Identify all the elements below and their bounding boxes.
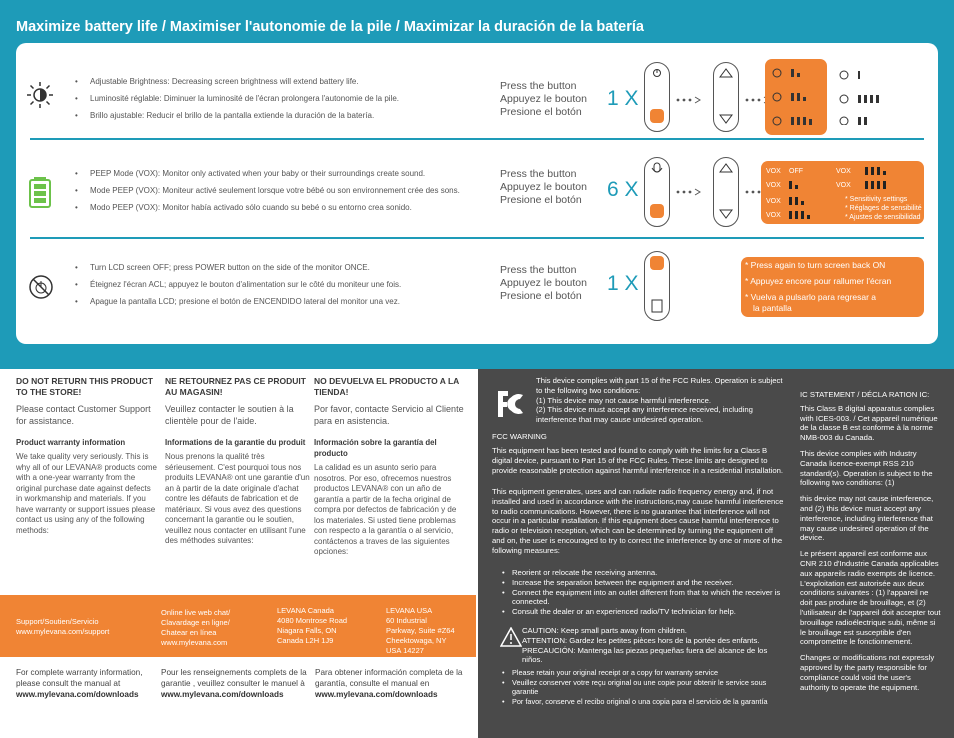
- divider: [30, 237, 924, 239]
- fcc-warning-heading: FCC WARNING: [492, 432, 547, 441]
- support-contact[interactable]: Support/Soutien/Servicio www.mylevana.com/support: [16, 617, 110, 636]
- ic-statement: IC STATEMENT / DÉCLA RATION IC: This Class B digital apparatus complies with ICES-003. / Cet appareil numérique de la classe B est conforme à la norme NMB-003 du Canada. This device complies with Industry Canada licence-exempt RSS 210 standard(s). Operation is subject to the following two conditions: (1) this device may not cause interference, and (2) this device must accept any interference, including interference that may cause undesired operation of the device. Le présent appareil est conforme aux CNR 210 d'Industrie Canada applicables aux appareils radio exempts de licence. L'exploitation est autorisée aux deux conditions suivantes : (1) l'appareil ne doit pas produire de brouillage, et (2) l'utilisateur de l'appareil doit accepter tout brouillage radioélectrique subi, même si le brouillage est susceptible d'en compromettre le fonctionnement. Changes or modifications not expressly approved by the party responsible for compliance could void the user's authority to operate the equipment.: [800, 390, 941, 692]
- list-item: • Éteignez l'écran ACL; appuyez le bouton d'alimentation sur le côté du moniteur une fois.: [72, 279, 492, 290]
- dots-arrow-icon: [674, 96, 704, 104]
- list-item: • Brillo ajustable: Reducir el brillo de la pantalla extiende la duración de la batería.: [72, 110, 492, 121]
- peep-section: [16, 143, 938, 239]
- press-count: 6 X: [607, 178, 639, 201]
- manual-es: Para obtener información completa de la garantía, consulte el manual en www.mylevana.com/downloads: [315, 668, 463, 699]
- canada-address: LEVANA Canada 4080 Montrose Road Niagara Falls, ON Canada L2H 1J9: [277, 606, 348, 645]
- fcc-logo: [492, 387, 528, 424]
- monitor-side-device: [644, 251, 670, 321]
- list-item: • Luminosité réglable: Diminuer la luminosité de l'écran prolongera l'autonomie de la pile.: [72, 93, 492, 104]
- fcc-intro: This device complies with part 15 of the FCC Rules. Operation is subject to the following two conditions: (1) This device may not cause harmful interference. (2) This device must accept any interference received, including interference that may cause undesired operation.: [536, 376, 783, 425]
- press-instructions: Press the button Appuyez le bouton Presione el botón: [500, 80, 587, 118]
- downloads-link[interactable]: www.mylevana.com/downloads: [16, 690, 139, 699]
- sensitivity-notes: * Sensitivity settings * Réglages de sensibilité * Ajustes de sensibilidad: [845, 196, 922, 221]
- list-item: • Apague la pantalla LCD; presione el botón de ENCENDIDO lateral del monitor una vez.: [72, 296, 492, 307]
- page-title: Maximize battery life / Maximiser l'autonomie de la pile / Maximizar la duración de la batería: [16, 19, 644, 35]
- fcc-paragraph: This equipment has been tested and found to comply with the limits for a Class B digital device, pursuant to Part 15 of the FCC Rules. These limits are designed to provide reasonable protection against harmful interference in a residential installation.: [492, 446, 784, 475]
- downloads-link[interactable]: www.mylevana.com/downloads: [315, 690, 438, 699]
- monitor-up-down-device: [713, 62, 739, 132]
- support-band: [0, 595, 476, 657]
- regulatory-panel: [478, 369, 954, 738]
- press-instructions: Press the button Appuyez le bouton Presione el botón: [500, 264, 587, 302]
- dots-arrow-icon: [674, 188, 704, 196]
- usa-address: LEVANA USA 60 Industrial Parkway, Suite #Z64 Cheektowaga, NY USA 14227: [386, 606, 455, 655]
- screen-off-icon: [28, 274, 54, 305]
- warning-triangle-icon: [500, 627, 522, 650]
- menu-button-highlight: [650, 204, 664, 218]
- fcc-measures: • Reorient or relocate the receiving antenna. • Increase the separation between the equipment and the receiver. • Connect the equipment into an outlet different from that to which the receiver is connected. • Consult the dealer or an experienced radio/TV technician for help.: [502, 568, 786, 617]
- lcd-notes-box: * Press again to turn screen back ON * Appuyez encore pour rallumer l'écran * Vuelva a pulsarlo para regresar a la pantalla: [741, 257, 924, 317]
- returns-en: DO NOT RETURN THIS PRODUCT TO THE STORE! Please contact Customer Support for assistance. Product warranty information We take quality very seriously. This is why all of our LEVANA® products come with a one-year warranty from the original purchase date against defects in workmanship and materials. If you have warranty or support issues please contact us using any of the following methods:: [16, 376, 157, 535]
- list-item: • Adjustable Brightness: Decreasing screen brightness will extend battery life.: [72, 76, 492, 87]
- list-item: • Modo PEEP (VOX): Monitor había activado sólo cuando su bebé o su entorno crea sonido.: [72, 202, 492, 213]
- manual-fr: Pour les renseignements complets de la garantie , veuillez consulter le manuel à www.mylevana.com/downloads: [161, 668, 307, 699]
- manual-en: For complete warranty information, please consult the manual at www.mylevana.com/downloads: [16, 668, 143, 699]
- brightness-section: [16, 43, 938, 139]
- brightness-levels-plain: [834, 65, 894, 130]
- battery-icon: [29, 176, 51, 213]
- divider: [30, 138, 924, 140]
- caution-text: CAUTION: Keep small parts away from children. ATTENTION: Gardez les petites pièces hors de la portée des enfants. PRECAUCIÓN: Mantenga las piezas pequeñas fuera del alcance de los niños.: [522, 626, 768, 665]
- receipt-notes: • Please retain your original receipt or a copy for warranty service • Veuillez conserver votre reçu original ou une copie pour obtenir le service sous garantie • Por favor, conserve el recibo original o una copia para el servicio de la garantía: [502, 668, 786, 706]
- lcd-section: [16, 243, 938, 339]
- press-instructions: Press the button Appuyez le bouton Presione el botón: [500, 168, 587, 206]
- list-item: • Turn LCD screen OFF; press POWER button on the side of the monitor ONCE.: [72, 262, 492, 273]
- vox-sensitivity-box: VOX OFF VOX VOX VOX VOX VOX * Sensitivity settings * Réglages de sensibilité * Ajustes de sensibilidad: [761, 161, 924, 224]
- monitor-up-down-device: [713, 157, 739, 227]
- returns-fr: NE RETOURNEZ PAS CE PRODUIT AU MAGASIN! Veuillez contacter le soutien à la clientèle pour de l'aide. Informations de la garantie du produit Nous prenons la qualité très sérieusement. C'est pourquoi tous nos produits LEVANA® ont une garantie d'un an à partir de la date originale d'achat contre les défauts de fabrication et de matériaux. Si vous avez des questions concernant la garantie ou le soutien, veuillez nous contacter en utilisant l'une des méthodes suivantes:: [165, 376, 310, 545]
- brightness-levels-box: [765, 59, 827, 135]
- battery-panel: [16, 43, 938, 344]
- press-count: 1 X: [607, 87, 639, 110]
- press-count: 1 X: [607, 272, 639, 295]
- brightness-bullets: [72, 76, 492, 127]
- downloads-link[interactable]: www.mylevana.com/downloads: [161, 690, 284, 699]
- monitor-side-device: [644, 62, 670, 132]
- list-item: • PEEP Mode (VOX): Monitor only activated when your baby or their surroundings create sound.: [72, 168, 492, 179]
- list-item: • Mode PEEP (VOX): Moniteur activé seulement lorsque votre bébé ou son environnement crée des sons.: [72, 185, 492, 196]
- menu-button-highlight: [650, 109, 664, 123]
- brightness-icon: [26, 81, 54, 114]
- returns-es: NO DEVUELVA EL PRODUCTO A LA TIENDA! Por favor, contacte Servicio al Cliente para en asistencia. Información sobre la garantía del producto La calidad es un asunto serio para nosotros. Por eso, ofrecemos nuestros productos LEVANA® con un año de garantía a partir de la fecha original de compra por defectos de fabricación y de los materiales. Si usted tiene problemas con respecto a la garantía o al servicio, contáctenos a traves de las siguientes opciones:: [314, 376, 464, 556]
- lcd-bullets: [72, 262, 492, 313]
- fcc-paragraph: This equipment generates, uses and can radiate radio frequency energy and, if not installed and used in accordance with the instructions,may cause harmful interference to radio communications. However, there is no guarantee that interference will not occur in a particular installation. If this equipment does cause harmful interference to radio or television reception, which can be determined by turning the equipment off and on, the user is encouraged to try to correct the interference by one or more of the following measures:: [492, 487, 784, 555]
- monitor-side-device: [644, 157, 670, 227]
- live-chat-contact[interactable]: Online live web chat/ Clavardage en ligne/ Chatear en línea www.mylevana.com: [161, 608, 231, 647]
- peep-bullets: [72, 168, 492, 219]
